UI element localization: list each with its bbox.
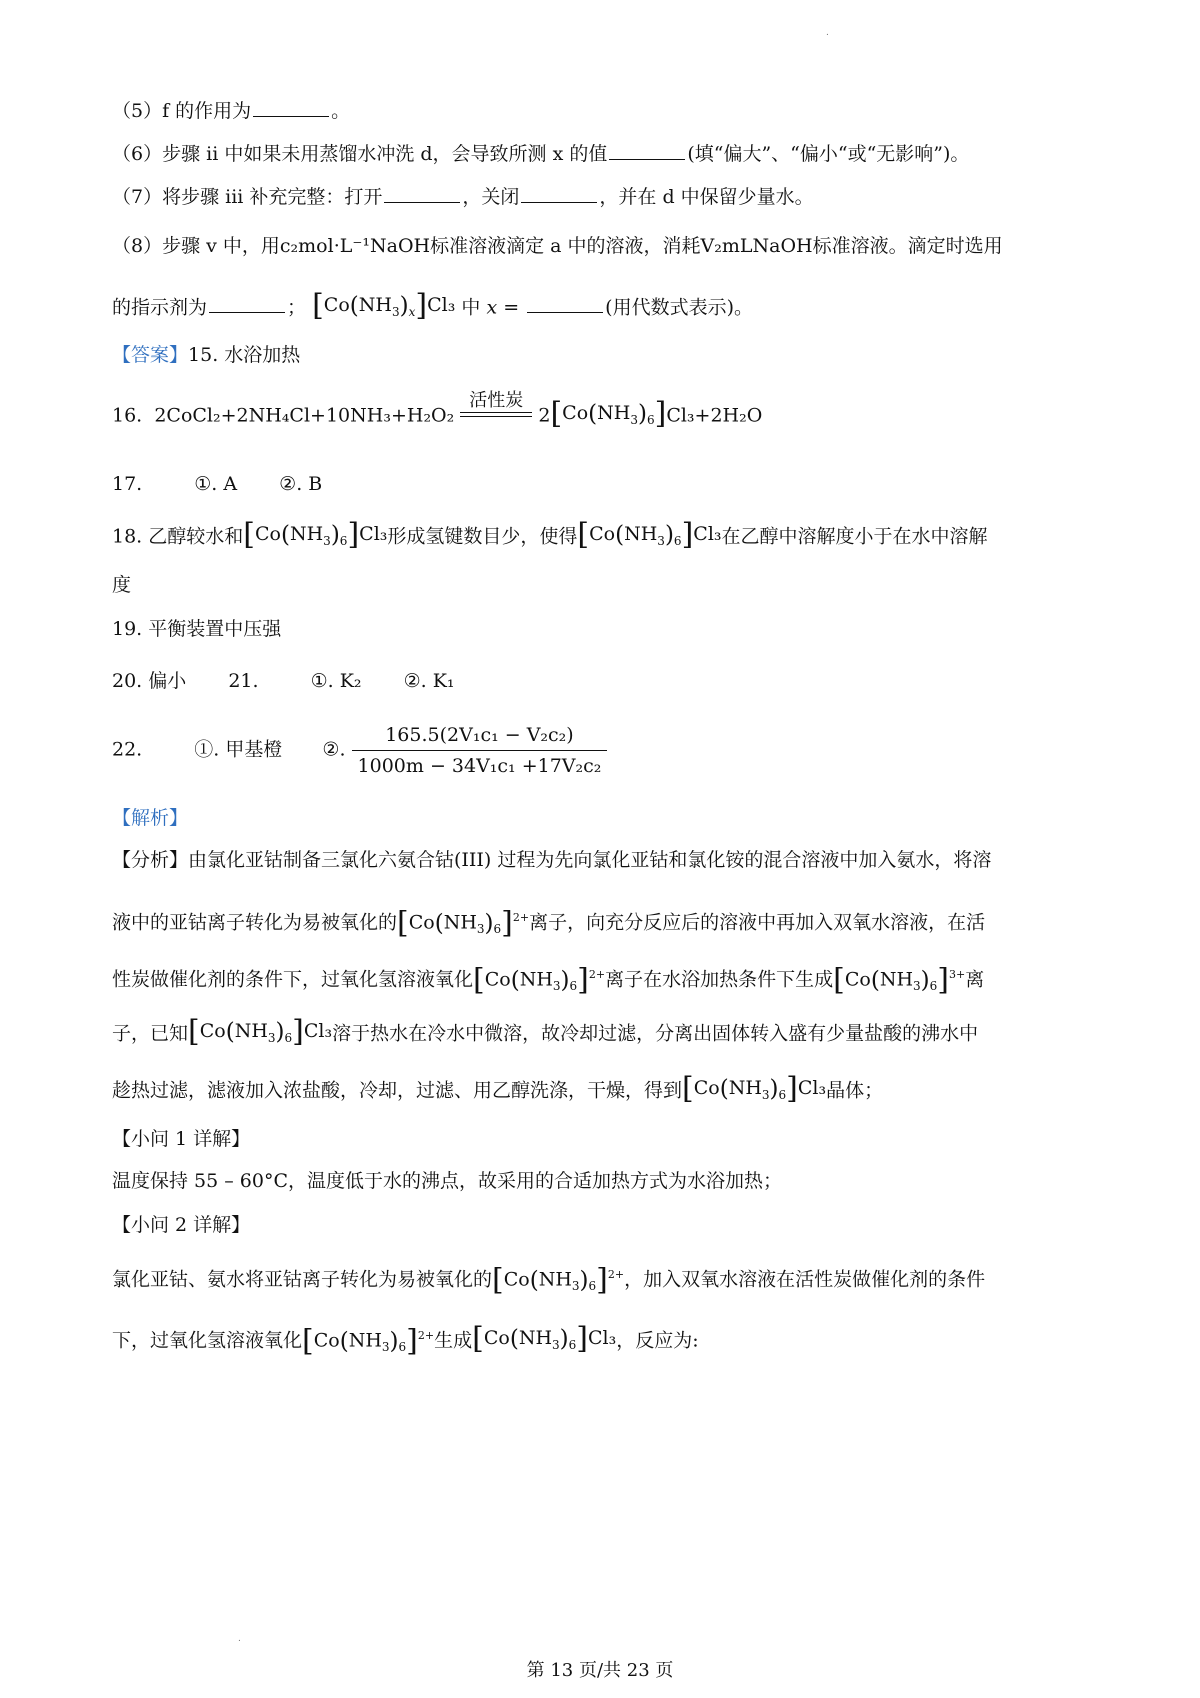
answer-18-line-1: 18. 乙醇较水和$[Co(NH_3)_6]Cl_3$形成氢键数目少，使得$[Co(NH_3)_6]Cl_3$在乙醇中溶解度小于在水中溶解 [112,519,1102,556]
complex-ion: $[Co(NH_3)_6]^{2+}$ [302,1323,435,1359]
sub-question-2-line-1: 氯化亚钴、氨水将亚钴离子转化为易被氧化的$[Co(NH_3)_6]^{2+}$，加入双氧水溶液在活性炭做催化剂的条件 [112,1260,1102,1301]
analysis-line-5: 趁热过滤，滤液加入浓盐酸，冷却，过滤、用乙醇洗涤，干燥，得到$[Co(NH_3)_6]Cl_3$晶体； [112,1073,1102,1110]
page-footer: 第 13 页/共 23 页 [526,1660,674,1681]
sub-question-1-text: 温度保持 55 – 60°C，温度低于水的沸点，故采用的合适加热方式为水浴加热； [112,1170,783,1192]
analysis-line-1: 【分析】由氯化亚钴制备三氯化六氨合钴(III) 过程为先向氯化亚钴和氯化铵的混合溶液中加入氨水，将溶 [112,849,992,871]
complex-formula: $[Co(NH_3)_6]$ [550,396,667,431]
analysis-tag: 【解析】 [112,807,189,829]
answer-tag: 【答案】 [112,344,189,366]
analysis-line-2: 液中的亚钴离子转化为易被氧化的$[Co(NH_3)_6]^{2+}$离子，向充分反应后的溶液中再加入双氧水溶液，在活 [112,903,1102,944]
reaction-arrow: 活性炭 [460,391,532,417]
analysis-line-4: 子，已知$[Co(NH_3)_6]Cl_3$溶于热水在冷水中微溶，故冷却过滤，分离出固体转入盛有少量盐酸的沸水中 [112,1016,1102,1053]
answer-heading: 【答案】15. 水浴加热 [112,344,301,366]
analysis-heading [112,803,1102,833]
complex-ion: $[Co(NH_3)_6]^{2+}$ [492,1262,625,1298]
question-6: （6）步骤 ii 中如果未用蒸馏水冲洗 d，会导致所测 x 的值 (填“偏大”、“偏小“或“无影响”)。 [112,139,1102,169]
complex-ion: $[Co(NH_3)_6]^{3+}$ [833,962,966,998]
blank [384,182,460,203]
complex-formula: $[Co(NH_3)_6]Cl_3$ [577,517,722,552]
answer-16-equation: 16. 2CoCl₂+2NH₄Cl+10NH₃+H₂O₂ 活性炭 $2[Co(NH_3)_6]Cl_3+2H_2O$ [112,398,1102,435]
sub-question-2-line-2: 下，过氧化氢溶液氧化$[Co(NH_3)_6]^{2+}$生成$[Co(NH_3)_6]Cl_3$，反应为: [112,1321,1102,1362]
question-5: （5）f 的作用为 。 [112,96,1102,126]
question-8-line-1: （8）步骤 v 中，用c₂mol·L⁻¹NaOH标准溶液滴定 a 中的溶液，消耗V₂mLNaOH标准溶液。滴定时选用 [112,235,1003,257]
result-fraction: $\frac{\text{165.5(2V₁c₁ − V₂c₂)}}{\text{1000m − 34V₁c₁ +17V₂c₂}}$ [352,722,608,779]
sub-question-2-title: 【小问 2 详解】 [112,1214,251,1236]
blank [527,292,603,313]
sub-question-1-title: 【小问 1 详解】 [112,1128,251,1150]
scan-dot: . [826,28,829,38]
scan-dot: . [238,1634,241,1644]
complex-formula: $[Co(NH_3)_x]Cl_3$ [312,288,456,323]
answer-17: 17. ①. A ②. B [112,473,323,495]
answer-19: 19. 平衡装置中压强 [112,618,282,640]
blank [609,139,685,160]
answer-22: 22. ①. 甲基橙 ②. $\frac{\text{165.5(2V₁c₁ − V₂c₂)}}{\text{1000m − 34V₁c₁ +17V₂c₂}}$ [112,722,1102,779]
answer-18-line-2: 度 [112,574,132,596]
blank [209,292,285,313]
complex-ion: $[Co(NH_3)_6]^{2+}$ [397,905,530,941]
analysis-line-3: 性炭做催化剂的条件下，过氧化氢溶液氧化$[Co(NH_3)_6]^{2+}$离子在水浴加热条件下生成$[Co(NH_3)_6]^{3+}$离 [112,960,1102,1001]
complex-formula: $[Co(NH_3)_6]Cl_3$ [472,1321,617,1357]
blank [253,96,329,117]
question-8-line-2: 的指示剂为 ； $[Co(NH_3)_x]Cl_3$ 中 x = (用代数式表示)。 [112,290,1102,327]
complex-formula: $[Co(NH_3)_6]Cl_3$ [682,1071,827,1106]
complex-formula: $[Co(NH_3)_6]Cl_3$ [188,1014,333,1049]
complex-formula: $[Co(NH_3)_6]Cl_3$ [243,517,388,552]
blank [521,182,597,203]
answer-20-21: 20. 偏小 21. ①. K₂ ②. K₁ [112,670,455,692]
question-7: （7）将步骤 iii 补充完整：打开 ，关闭 ，并在 d 中保留少量水。 [112,182,1102,212]
complex-ion: $[Co(NH_3)_6]^{2+}$ [473,962,606,998]
